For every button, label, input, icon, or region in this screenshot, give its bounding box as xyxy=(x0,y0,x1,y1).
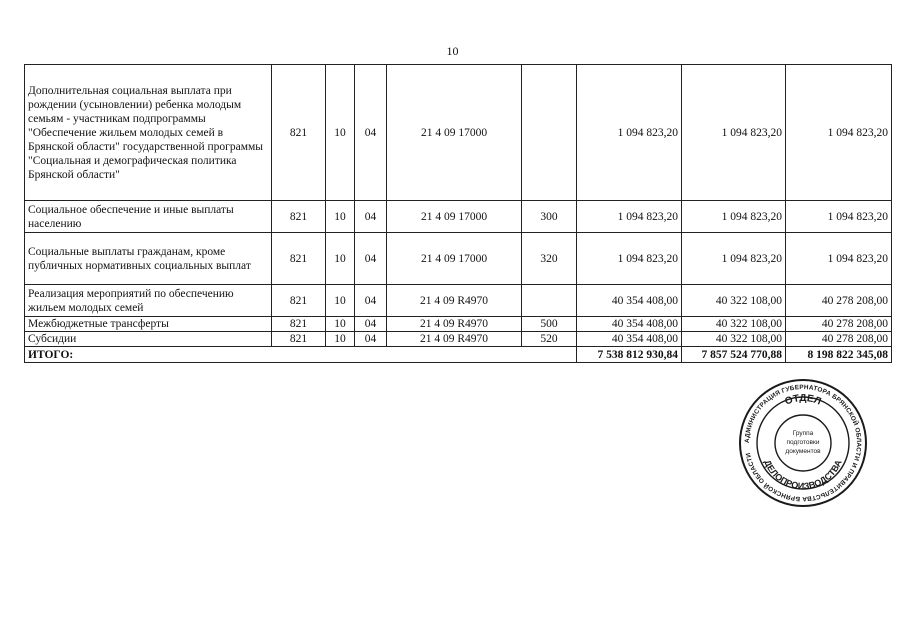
budget-table xyxy=(24,64,892,363)
row-year1: 40 354 408,00 xyxy=(577,285,682,317)
stamp-center-line: Группа xyxy=(792,430,814,437)
row-year1: 1 094 823,20 xyxy=(577,201,682,233)
row-vr xyxy=(522,285,577,317)
row-rz: 10 xyxy=(326,332,355,347)
row-csr: 21 4 09 R4970 xyxy=(387,317,522,332)
table-row xyxy=(25,285,892,317)
row-gr: 821 xyxy=(272,233,326,285)
row-name: Дополнительная социальная выплата при рождении (усыновлении) ребенка молодым семьям - участникам подпрограммы "Обеспечение жильем молодых семей в Брянской области" государственной программы "Социальная и демографическая политика Брянской области" xyxy=(25,65,272,201)
row-year3: 1 094 823,20 xyxy=(786,201,892,233)
row-name: Субсидии xyxy=(25,332,272,347)
row-year2: 40 322 108,00 xyxy=(682,285,786,317)
row-year2: 1 094 823,20 xyxy=(682,233,786,285)
table-row xyxy=(25,201,892,233)
row-pr: 04 xyxy=(355,65,387,201)
svg-text:ДЕЛОПРОИЗВОДСТВА xyxy=(762,458,844,491)
row-gr: 821 xyxy=(272,65,326,201)
row-vr xyxy=(522,65,577,201)
row-year2: 1 094 823,20 xyxy=(682,65,786,201)
row-vr: 320 xyxy=(522,233,577,285)
row-vr: 300 xyxy=(522,201,577,233)
row-name: Межбюджетные трансферты xyxy=(25,317,272,332)
row-year3: 1 094 823,20 xyxy=(786,233,892,285)
stamp-arc-bottom: ДЕЛОПРОИЗВОДСТВА xyxy=(762,458,844,492)
total-year1: 7 538 812 930,84 xyxy=(577,347,682,363)
row-year1: 1 094 823,20 xyxy=(577,233,682,285)
row-gr: 821 xyxy=(272,201,326,233)
total-year3: 8 198 822 345,08 xyxy=(786,347,892,363)
row-csr: 21 4 09 17000 xyxy=(387,65,522,201)
row-csr: 21 4 09 R4970 xyxy=(387,285,522,317)
row-rz: 10 xyxy=(326,65,355,201)
row-year3: 40 278 208,00 xyxy=(786,332,892,347)
page-number: 10 xyxy=(446,44,459,58)
row-year3: 40 278 208,00 xyxy=(786,317,892,332)
total-label: ИТОГО: xyxy=(25,347,577,363)
row-year1: 1 094 823,20 xyxy=(577,65,682,201)
row-year3: 40 278 208,00 xyxy=(786,285,892,317)
row-vr: 500 xyxy=(522,317,577,332)
row-name: Реализация мероприятий по обеспечению жильем молодых семей xyxy=(25,285,272,317)
row-rz: 10 xyxy=(326,285,355,317)
row-gr: 821 xyxy=(272,332,326,347)
stamp-center-line: документов xyxy=(785,448,821,455)
row-rz: 10 xyxy=(326,233,355,285)
stamp-center-line: подготовки xyxy=(786,439,820,446)
row-year2: 1 094 823,20 xyxy=(682,201,786,233)
stamp-ring-text: АДМИНИСТРАЦИЯ ГУБЕРНАТОРА БРЯНСКОЙ ОБЛАСТИ И ПРАВИТЕЛЬСТВА БРЯНСКОЙ ОБЛАСТИ xyxy=(743,383,863,503)
row-year2: 40 322 108,00 xyxy=(682,317,786,332)
row-gr: 821 xyxy=(272,317,326,332)
table-row xyxy=(25,233,892,285)
row-year1: 40 354 408,00 xyxy=(577,332,682,347)
row-csr: 21 4 09 17000 xyxy=(387,233,522,285)
row-pr: 04 xyxy=(355,201,387,233)
row-rz: 10 xyxy=(326,201,355,233)
official-stamp xyxy=(738,378,868,508)
row-vr: 520 xyxy=(522,332,577,347)
svg-text:ОТДЕЛ xyxy=(783,393,822,408)
row-csr: 21 4 09 17000 xyxy=(387,201,522,233)
row-csr: 21 4 09 R4970 xyxy=(387,332,522,347)
row-pr: 04 xyxy=(355,317,387,332)
total-year2: 7 857 524 770,88 xyxy=(682,347,786,363)
row-gr: 821 xyxy=(272,285,326,317)
row-year2: 40 322 108,00 xyxy=(682,332,786,347)
row-pr: 04 xyxy=(355,233,387,285)
table-row xyxy=(25,317,892,332)
total-row xyxy=(25,347,892,363)
row-pr: 04 xyxy=(355,285,387,317)
row-year1: 40 354 408,00 xyxy=(577,317,682,332)
table-row xyxy=(25,332,892,347)
row-name: Социальные выплаты гражданам, кроме публичных нормативных социальных выплат xyxy=(25,233,272,285)
row-name: Социальное обеспечение и иные выплаты населению xyxy=(25,201,272,233)
row-rz: 10 xyxy=(326,317,355,332)
table-row xyxy=(25,65,892,201)
row-pr: 04 xyxy=(355,332,387,347)
stamp-arc-top: ОТДЕЛ xyxy=(783,392,823,408)
row-year3: 1 094 823,20 xyxy=(786,65,892,201)
